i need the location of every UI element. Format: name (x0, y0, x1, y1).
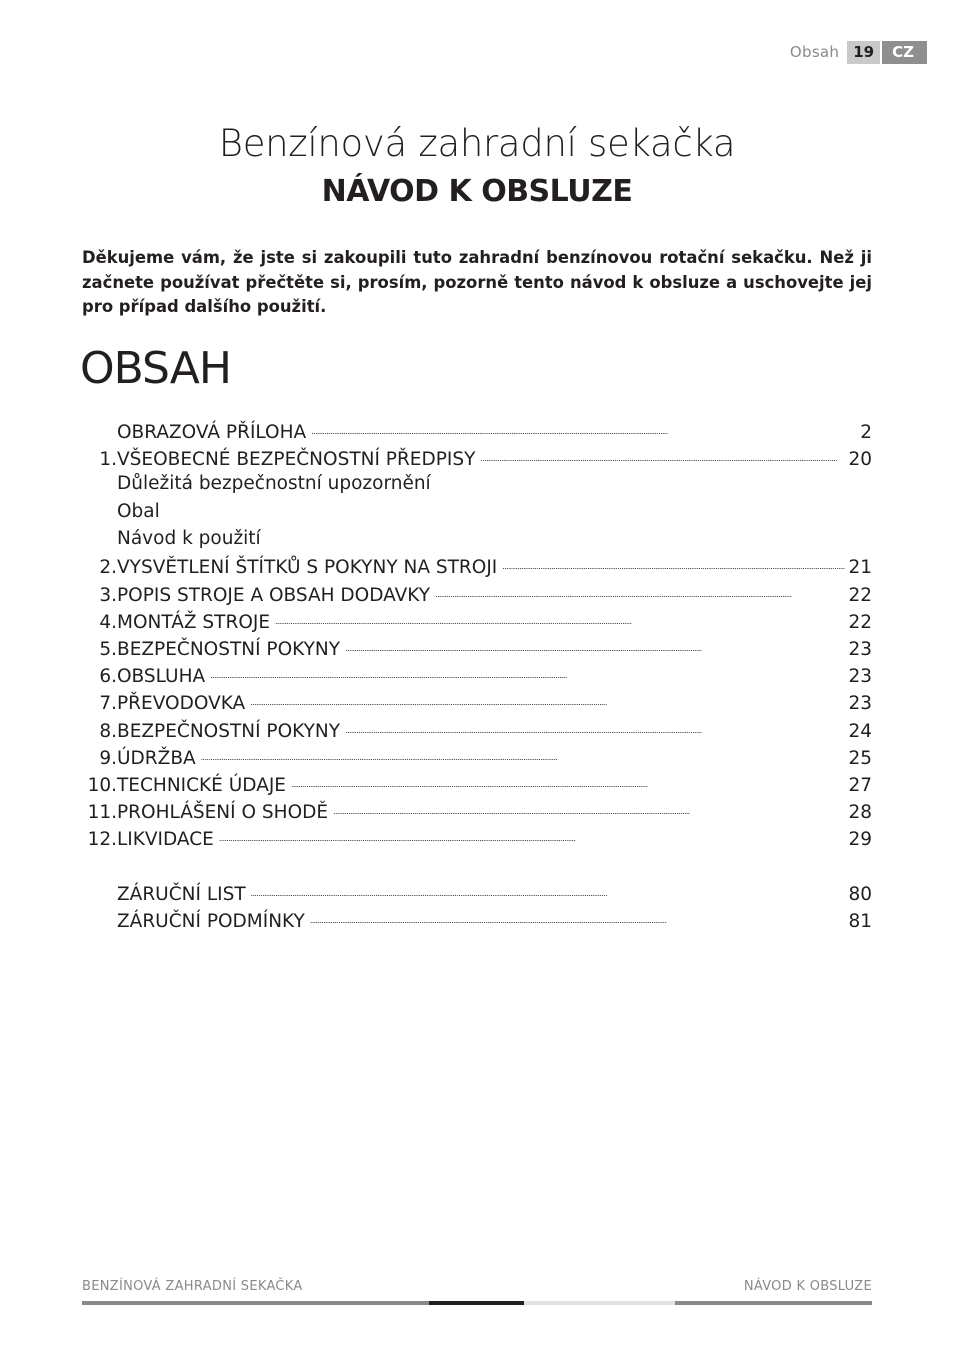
toc-entry (82, 691, 872, 718)
toc-entry-number: 9. (99, 747, 117, 769)
toc-entry-label: Důležitá bezpečnostní upozornění (117, 473, 431, 495)
toc-leader-dots (275, 609, 845, 628)
toc-entry-number: 11. (87, 802, 117, 824)
contents-heading: OBSAH (80, 343, 231, 394)
footer-right-text: NÁVOD K OBSLUZE (743, 1279, 872, 1294)
toc-entry-label: OBRAZOVÁ PŘÍLOHA (117, 421, 307, 443)
toc-entry-label: VYSVĚTLENÍ ŠTÍTKŮ S POKYNY NA STROJI (117, 557, 498, 579)
toc-entry-label: TECHNICKÉ ÚDAJE (117, 774, 286, 796)
toc-entry (82, 772, 872, 799)
toc-entry (82, 827, 872, 854)
toc-entry (82, 881, 872, 908)
toc-entry-page: 22 (848, 584, 872, 606)
toc-entry-label: POPIS STROJE A OBSAH DODAVKY (117, 584, 431, 606)
toc-entry-page: 27 (848, 774, 872, 796)
toc-entry-label: LIKVIDACE (117, 829, 214, 851)
document-subtitle: NÁVOD K OBSLUZE (321, 174, 633, 209)
toc-entry (82, 664, 872, 691)
toc-entry-number: 10. (87, 774, 117, 796)
toc-entry-page: 81 (848, 910, 872, 932)
toc-entry-number: 5. (99, 639, 117, 660)
toc-entry-label: Návod k použití (117, 527, 261, 549)
toc-leader-dots (480, 446, 845, 465)
toc-entry (82, 800, 872, 827)
toc-entry-page: 80 (848, 883, 872, 905)
toc-entry-page: 25 (848, 747, 872, 769)
page-header-tab (782, 41, 927, 64)
toc-entry-number: 12. (87, 829, 117, 851)
toc-entry-page: 23 (848, 666, 872, 688)
toc-entry-number: 1. (99, 448, 117, 470)
toc-entry-label: MONTÁŽ STROJE (117, 611, 271, 633)
toc-entry-label: Obal (117, 500, 160, 522)
toc-leader-dots (345, 637, 845, 656)
table-of-contents (82, 419, 872, 936)
toc-leader-dots (502, 555, 845, 574)
toc-entry-label: BEZPEČNOSTNÍ POKYNY (117, 720, 341, 742)
toc-entry-page: 20 (848, 448, 872, 470)
toc-entry-label: OBSLUHA (117, 666, 206, 688)
toc-entry (82, 555, 872, 582)
page-number: 19 (847, 41, 880, 64)
toc-leader-dots (291, 772, 845, 791)
toc-leader-dots (345, 718, 845, 737)
toc-entry-page: 22 (848, 611, 872, 633)
toc-entry-page: 29 (848, 829, 872, 851)
toc-entry (82, 582, 872, 609)
toc-entry-number: 3. (99, 584, 117, 606)
toc-entry-label: ÚDRŽBA (117, 747, 196, 769)
toc-entry (82, 609, 872, 636)
toc-entry-page: 2 (860, 421, 872, 443)
toc-entry-label: ZÁRUČNÍ PODMÍNKY (117, 910, 305, 932)
toc-entry-number: 8. (99, 720, 117, 742)
toc-entry-label: PROHLÁŠENÍ O SHODĚ (117, 802, 329, 824)
toc-entry-number: 2. (99, 557, 117, 579)
toc-entry-label: ZÁRUČNÍ LIST (117, 883, 246, 905)
toc-entry-label: BEZPEČNOSTNÍ POKYNY (117, 639, 341, 660)
toc-entry (82, 745, 872, 772)
toc-entry-number: 7. (99, 693, 117, 715)
toc-entry-page: 23 (848, 639, 872, 660)
document-title: Benzínová zahradní sekačka (218, 122, 736, 165)
toc-leader-dots (210, 664, 845, 683)
intro-paragraph: Děkujeme vám, že jste si zakoupili tuto zahradní benzínovou rotační sekačku. Než ji začnete používat přečtěte si, prosím, pozorně tento návod k obsluze a uschovejte jej pro případ dalšího použití. (82, 248, 872, 316)
toc-entry (82, 501, 872, 528)
toc-entry (82, 718, 872, 745)
toc-entry-number: 4. (99, 611, 117, 633)
toc-leader-dots (435, 582, 845, 601)
toc-entry (82, 908, 872, 935)
toc-entry-label: VŠEOBECNÉ BEZPEČNOSTNÍ PŘEDPISY (117, 448, 476, 470)
toc-entry (82, 473, 872, 500)
toc-leader-dots (310, 908, 846, 927)
toc-entry (82, 446, 872, 473)
toc-entry (82, 528, 872, 555)
language-badge: CZ (882, 41, 927, 64)
toc-entry-page: 23 (848, 693, 872, 715)
toc-leader-dots (333, 800, 845, 819)
toc-entry-page: 21 (848, 557, 872, 579)
toc-entry (82, 637, 872, 664)
toc-leader-dots (250, 691, 845, 710)
toc-entry (82, 419, 872, 446)
section-label: Obsah (789, 43, 840, 61)
toc-entry-page: 28 (848, 802, 872, 824)
footer-divider (82, 1301, 872, 1305)
toc-leader-dots (201, 745, 846, 764)
footer-left-text: BENZÍNOVÁ ZAHRADNÍ SEKAČKA (82, 1279, 303, 1294)
toc-entry-page: 24 (848, 720, 872, 742)
toc-leader-dots (311, 419, 857, 438)
toc-entry-number: 6. (99, 666, 117, 688)
toc-entry-label: PŘEVODOVKA (117, 693, 246, 715)
toc-leader-dots (219, 827, 846, 846)
toc-leader-dots (251, 881, 846, 900)
